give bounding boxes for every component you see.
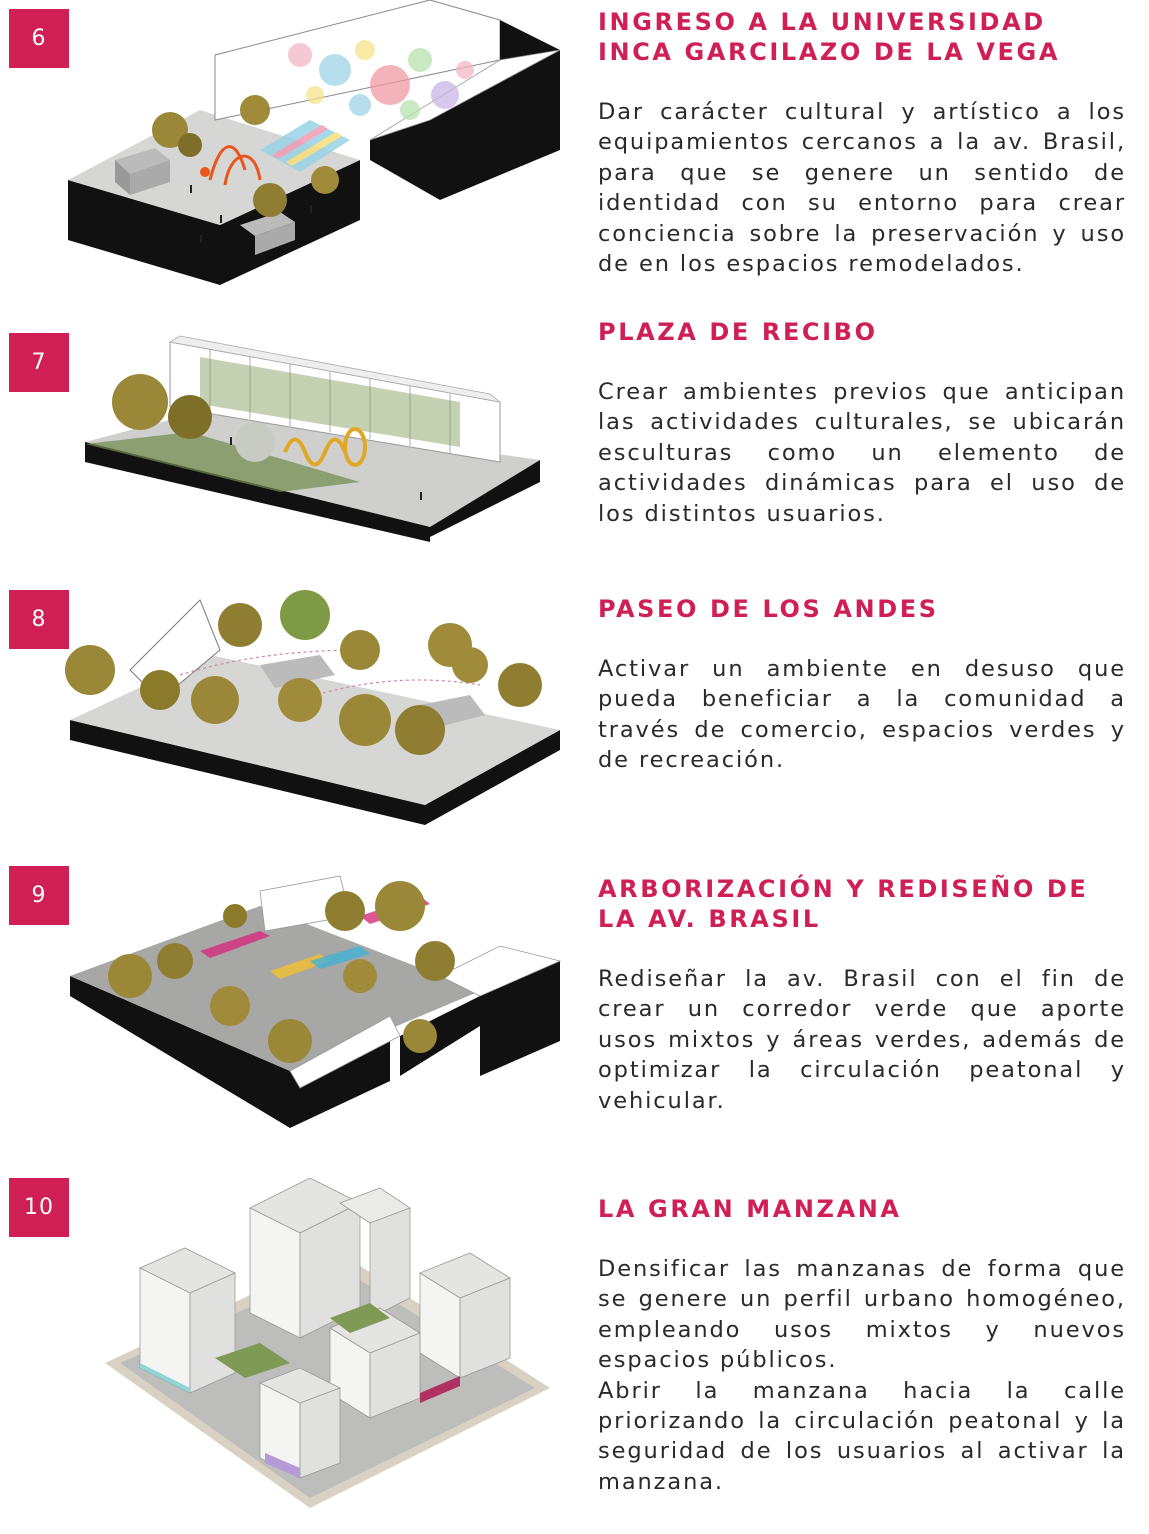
section-number-badge: 8 <box>9 590 69 649</box>
section-10 <box>0 1178 1149 1518</box>
section-10-text <box>598 1194 1126 1497</box>
section-9-illustration <box>60 866 570 1136</box>
description-paragraph: Abrir la manzana hacia la calle priorizando la circulación peatonal y la seguridad de los usuarios al activar la manzana. <box>598 1377 1126 1495</box>
section-6-illustration <box>60 0 580 295</box>
description-paragraph: Densificar las manzanas de forma que se genere un perfil urbano homogéneo, empleando usos mixtos y nuevos espacios públicos. <box>598 1256 1126 1374</box>
section-number-badge: 9 <box>9 866 69 925</box>
section-description <box>598 964 1126 1116</box>
section-6 <box>0 0 1149 300</box>
section-number-badge: 10 <box>9 1178 69 1237</box>
section-title: ARBORIZACIÓN Y REDISEÑO DE LA AV. BRASIL <box>598 875 1089 933</box>
section-title: INGRESO A LA UNIVERSIDAD INCA GARCILAZO DE LA VEGA <box>598 8 1061 66</box>
section-10-illustration <box>60 1178 560 1513</box>
section-9 <box>0 866 1149 1136</box>
section-description <box>598 1254 1126 1497</box>
section-6-text <box>598 7 1126 279</box>
section-description <box>598 377 1126 529</box>
section-description <box>598 97 1126 279</box>
section-7-illustration <box>60 332 560 542</box>
section-title: PLAZA DE RECIBO <box>598 318 878 346</box>
section-7 <box>0 312 1149 552</box>
section-8-illustration <box>60 590 580 825</box>
description-paragraph: Activar un ambiente en desuso que pueda beneficiar a la comunidad a través de comercio, espacios verdes y de recreación. <box>598 656 1126 774</box>
section-7-text <box>598 317 1126 529</box>
section-title: LA GRAN MANZANA <box>598 1195 902 1223</box>
description-paragraph: Crear ambientes previos que anticipan las actividades culturales, se ubicarán esculturas como un elemento de actividades dinámicas para el uso de los distintos usuarios. <box>598 379 1126 527</box>
description-paragraph: Rediseñar la av. Brasil con el fin de crear un corredor verde que aporte usos mixtos y áreas verdes, además de optimizar la circulación peatonal y vehicular. <box>598 966 1126 1114</box>
section-8-text <box>598 594 1126 776</box>
section-number-badge: 6 <box>9 9 69 68</box>
description-paragraph: Dar carácter cultural y artístico a los equipamientos cercanos a la av. Brasil, para que se genere un sentido de identidad con su entorno para crear conciencia sobre la preservación y uso de en los espacios remodelados. <box>598 99 1126 278</box>
section-8 <box>0 590 1149 830</box>
section-number-badge: 7 <box>9 333 69 392</box>
section-description <box>598 654 1126 776</box>
section-title: PASEO DE LOS ANDES <box>598 595 939 623</box>
section-9-text <box>598 874 1126 1116</box>
